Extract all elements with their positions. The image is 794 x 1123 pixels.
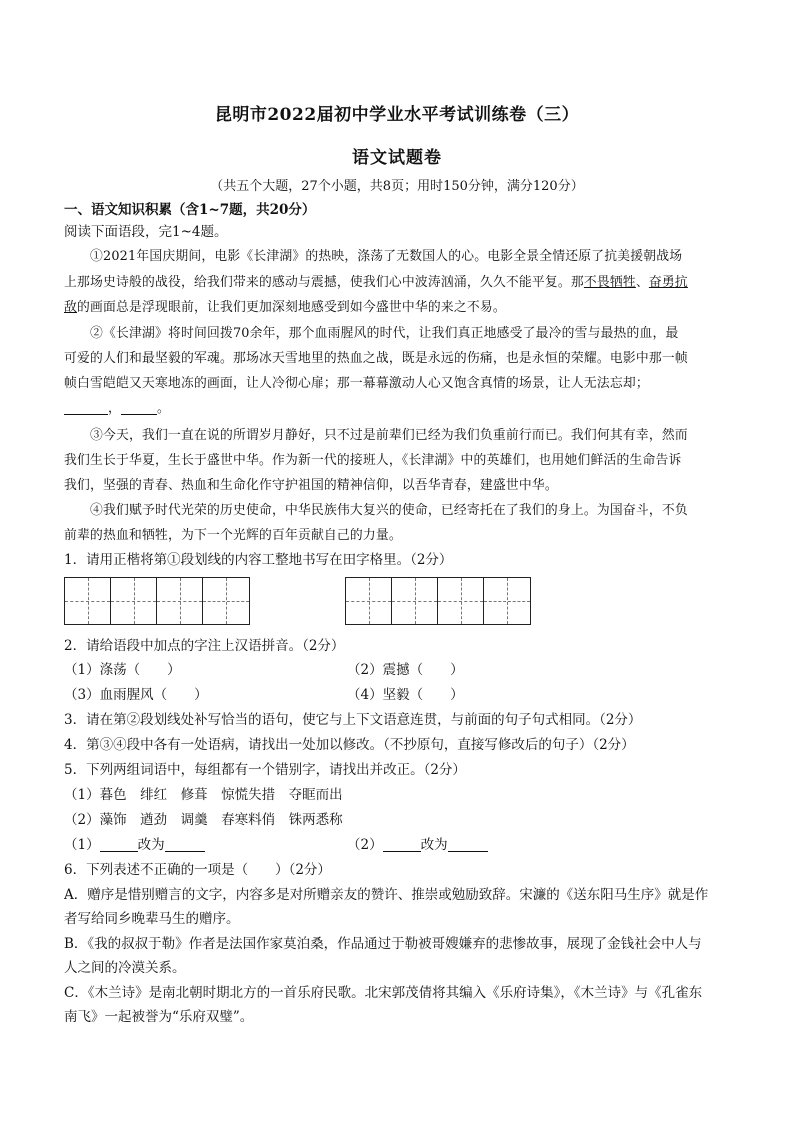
exam-title: 昆明市2022届初中学业水平考试训练卷（三） bbox=[214, 105, 580, 125]
q2-option-4: （4）坚毅（ ） bbox=[347, 687, 464, 703]
passage-text: 。 bbox=[157, 401, 170, 416]
fill-blank[interactable] bbox=[64, 400, 108, 415]
passage-text: 的画面总是浮现眼前，让我们更加深刻地感受到如今盛世中华的来之不易。 bbox=[77, 300, 506, 315]
q6-option-b-line1: B．《我的叔叔于勒》作者是法国作家莫泊桑，作品通过于勒被哥嫂嫌弃的悲惨故事，展现了金钱社会中人与 bbox=[64, 936, 702, 952]
section-heading: 一、语文知识积累（含1~7题，共20分） bbox=[64, 202, 316, 218]
q6-option-c-line2: 南飞》一起被誉为“乐府双璧”。 bbox=[64, 1009, 254, 1025]
q6-option-a-line2: 者写给同乡晚辈马生的赠序。 bbox=[64, 911, 240, 927]
q6-option-a-line1: A．赠序是惜别赠言的文字，内容多是对所赠亲友的赞许、推崇或勉励致辞。宋濂的《送东阳马生序》就是作 bbox=[64, 887, 709, 903]
fill-blank[interactable] bbox=[448, 837, 488, 852]
grid-cell[interactable] bbox=[346, 578, 392, 624]
q5-answer-1 bbox=[64, 835, 334, 855]
grid-cell[interactable] bbox=[157, 578, 203, 624]
passage-p2-line4: ， 。 bbox=[64, 399, 734, 419]
reading-intro: 阅读下面语段，完1~4题。 bbox=[64, 224, 228, 240]
question-4: 4．第③④段中各有一处语病，请找出一处加以修改。（不抄原句，直接写修改后的句子）（2分） bbox=[64, 737, 635, 753]
answer-label: 改为 bbox=[420, 837, 448, 853]
passage-p4-line1: ④我们赋予时代光荣的历史使命，中华民族伟大复兴的使命，已经寄托在了我们的身上。为国奋斗，不负 bbox=[90, 503, 688, 518]
q5-answer-2 bbox=[347, 835, 647, 855]
q6-option-b-line2: 人之间的冷漠关系。 bbox=[64, 960, 186, 976]
passage-p3-line3: 我们，坚强的青春、热血和生命化作守护祖国的精神信仰，以吾华青春，建盛世中华。 bbox=[64, 478, 558, 493]
question-6: 6．下列表述不正确的一项是（ ）（2分） bbox=[64, 862, 331, 878]
question-2: 2．请给语段中加点的字注上汉语拼音。（2分） bbox=[64, 638, 345, 654]
q2-option-1: （1）涤荡（ ） bbox=[64, 662, 181, 678]
grid-cell[interactable] bbox=[484, 578, 530, 624]
answer-label: （1） bbox=[64, 837, 100, 853]
passage-p3-line1: ③今天，我们一直在说的所谓岁月静好，只不过是前辈们已经为我们负重前行而已。我们何其有幸，然而 bbox=[90, 428, 688, 443]
passage-p4-line2: 前辈的热血和牺牲，为下一个光辉的百年贡献自己的力量。 bbox=[64, 528, 402, 543]
underlined-phrase: 敌 bbox=[64, 300, 77, 315]
question-3: 3．请在第②段划线处补写恰当的语句，使它与上下文语意连贯，与前面的句子句式相同。（2分） bbox=[64, 712, 642, 728]
writing-grid-right[interactable] bbox=[345, 577, 531, 625]
grid-cell[interactable] bbox=[438, 578, 484, 624]
passage-text: 上那场史诗般的战役，给我们带来的感动与震撼，使我们心中波涛汹涌，久久不能平复。那 bbox=[64, 275, 584, 290]
answer-label: （2） bbox=[347, 837, 383, 853]
passage-text: 、 bbox=[635, 275, 649, 290]
grid-cell[interactable] bbox=[203, 578, 249, 624]
grid-cell[interactable] bbox=[392, 578, 438, 624]
fill-blank[interactable] bbox=[121, 400, 157, 415]
passage-p1-line1: ①2021年国庆期间，电影《长津湖》的热映，涤荡了无数国人的心。电影全景全情还原了抗美援朝战场 bbox=[90, 249, 683, 264]
fill-blank[interactable] bbox=[100, 837, 138, 852]
underlined-phrase: 不畏牺牲 bbox=[583, 275, 636, 290]
q2-option-3: （3）血雨腥风（ ） bbox=[64, 687, 208, 703]
underlined-phrase: 奋勇抗 bbox=[648, 275, 688, 290]
passage-p2-line3: 帧白雪皑皑又天寒地冻的画面，让人冷彻心扉；那一幕幕激动人心又饱含真情的场景，让人无法忘却； bbox=[64, 376, 649, 391]
passage-p2-line1: ②《长津湖》将时间回拨70余年，那个血雨腥风的时代，让我们真正地感受了最冷的雪与最热的血，最 bbox=[90, 326, 679, 341]
passage-p3-line2: 我们生长于华夏，生长于盛世中华。作为新一代的接班人，《长津湖》中的英雄们，也用她们鲜活的生命告诉 bbox=[64, 453, 682, 468]
q2-option-2: （2）震撼（ ） bbox=[347, 662, 464, 678]
exam-info: （共五个大题，27个小题，共8页；用时150分钟，满分120分） bbox=[210, 179, 584, 194]
answer-label: 改为 bbox=[137, 837, 165, 853]
exam-subtitle: 语文试题卷 bbox=[352, 148, 442, 168]
fill-blank[interactable] bbox=[165, 837, 205, 852]
q5-group-2: （2）藻饰 遒劲 调羹 春寒料俏 铢两悉称 bbox=[64, 812, 343, 828]
grid-cell[interactable] bbox=[65, 578, 111, 624]
question-5: 5．下列两组词语中，每组都有一个错别字，请找出并改正。（2分） bbox=[64, 762, 466, 778]
question-1: 1．请用正楷将第①段划线的内容工整地书写在田字格里。（2分） bbox=[64, 552, 453, 568]
fill-blank[interactable] bbox=[383, 837, 421, 852]
writing-grid-left[interactable] bbox=[64, 577, 250, 625]
passage-p1-line3 bbox=[64, 298, 734, 318]
grid-cell[interactable] bbox=[111, 578, 157, 624]
passage-p2-line2: 可爱的人们和最坚毅的军魂。那场冰天雪地里的热血之战，既是永远的伤痛，也是永恒的荣耀。电影中那一帧 bbox=[64, 351, 688, 366]
passage-p1-line2 bbox=[64, 273, 734, 293]
q5-group-1: （1）暮色 绯红 修葺 惊慌失措 夺眶而出 bbox=[64, 787, 343, 803]
q6-option-c-line1: C．《木兰诗》是南北朝时期北方的一首乐府民歌。北宋郭茂倩将其编入《乐府诗集》，《木兰诗》与《孔雀东 bbox=[64, 985, 703, 1001]
